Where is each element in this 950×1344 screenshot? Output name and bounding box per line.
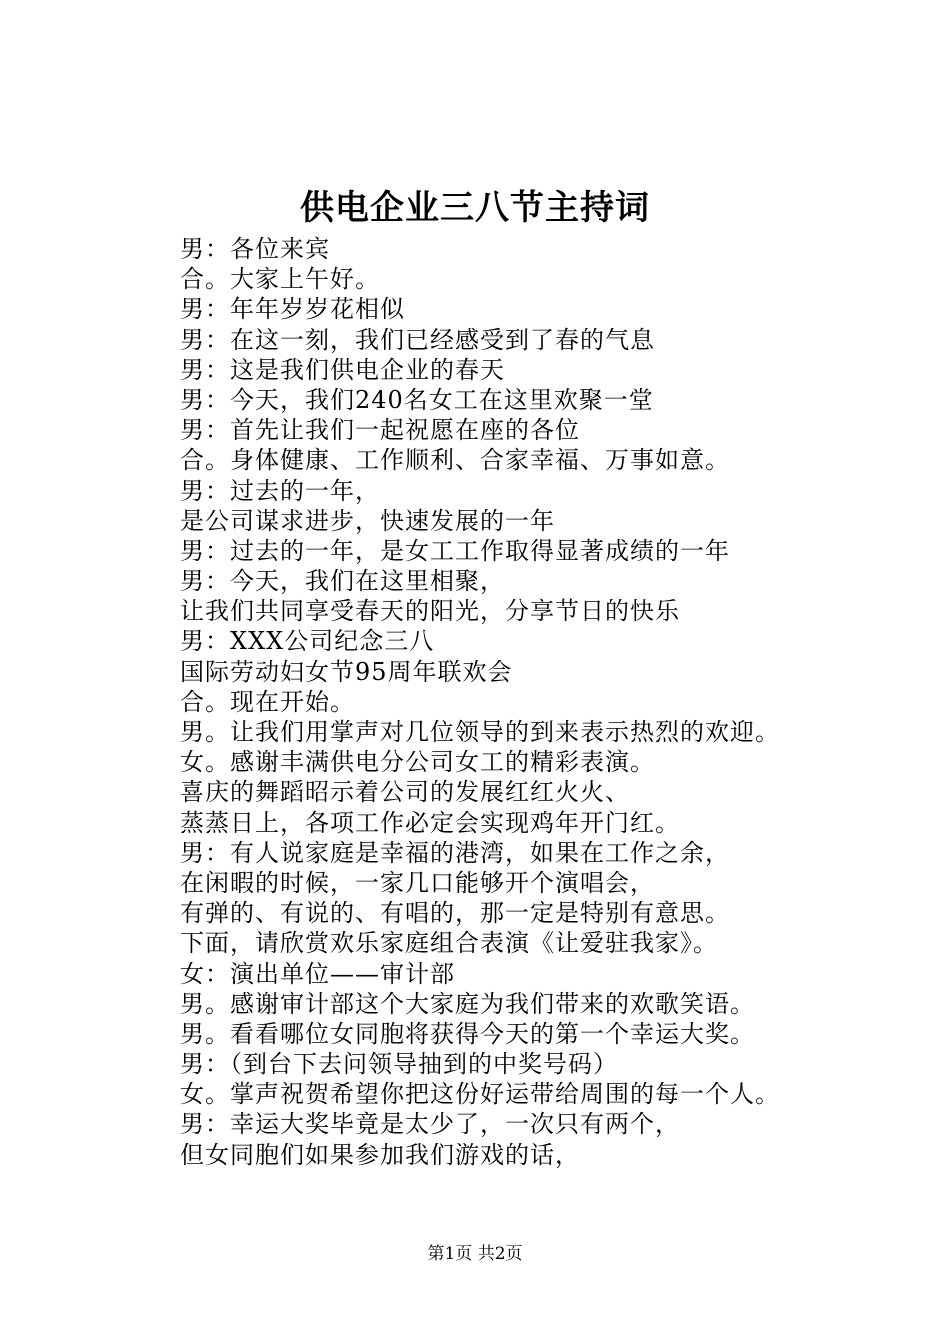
text-line: 男：过去的一年，: [180, 476, 380, 505]
text-line: 男。感谢审计部这个大家庭为我们带来的欢歌笑语。: [180, 989, 755, 1018]
text-line: 国际劳动妇女节95周年联欢会: [180, 657, 513, 686]
text-line: 男：首先让我们一起祝愿在座的各位: [180, 416, 580, 445]
text-line: 男：幸运大奖毕竟是太少了，一次只有两个，: [180, 1110, 680, 1139]
page-footer: 第1页 共2页: [427, 1244, 523, 1264]
text-line: 男：各位来宾: [180, 235, 330, 263]
text-line: 男：今天，我们在这里相聚，: [180, 567, 505, 596]
text-line: 女：演出单位——审计部: [180, 959, 455, 988]
text-line: 男。看看哪位女同胞将获得今天的第一个幸运大奖。: [180, 1019, 755, 1048]
text-line: 男：在这一刻，我们已经感受到了春的气息: [180, 325, 655, 354]
text-line: 男：有人说家庭是幸福的港湾，如果在工作之余，: [180, 838, 730, 867]
text-line: 合。身体健康、工作顺利、合家幸福、万事如意。: [180, 446, 730, 475]
text-line: 但女同胞们如果参加我们游戏的话，: [180, 1140, 580, 1169]
text-line: 是公司谋求进步，快速发展的一年: [180, 506, 555, 535]
text-line: 男：（到台下去问领导抽到的中奖号码）: [180, 1050, 618, 1079]
text-line: 男：过去的一年，是女工工作取得显著成绩的一年: [180, 536, 730, 565]
document-title: 供电企业三八节主持词: [300, 188, 650, 228]
text-line: 蒸蒸日上，各项工作必定会实现鸡年开门红。: [180, 808, 680, 837]
text-line: 男：XXX公司纪念三八: [180, 627, 435, 656]
text-line: 在闲暇的时候，一家几口能够开个演唱会，: [180, 868, 655, 897]
text-line: 男：这是我们供电企业的春天: [180, 355, 505, 384]
text-line: 让我们共同享受春天的阳光，分享节日的快乐: [180, 597, 680, 626]
document-body: [180, 234, 880, 1170]
text-line: 喜庆的舞蹈昭示着公司的发展红红火火、: [180, 778, 630, 807]
text-line: 下面，请欣赏欢乐家庭组合表演《让爱驻我家》。: [180, 929, 718, 958]
text-line: 有弹的、有说的、有唱的，那一定是特别有意思。: [180, 899, 730, 928]
text-line: 男：年年岁岁花相似: [180, 295, 405, 324]
text-line: 女。掌声祝贺希望你把这份好运带给周围的每一个人。: [180, 1080, 780, 1109]
text-line: 女。感谢丰满供电分公司女工的精彩表演。: [180, 748, 655, 777]
text-line: 合。现在开始。: [180, 687, 355, 716]
text-line: 男。让我们用掌声对几位领导的到来表示热烈的欢迎。: [180, 718, 780, 746]
text-line: 男：今天，我们240名女工在这里欢聚一堂: [180, 385, 654, 414]
text-line: 合。大家上午好。: [180, 265, 380, 294]
